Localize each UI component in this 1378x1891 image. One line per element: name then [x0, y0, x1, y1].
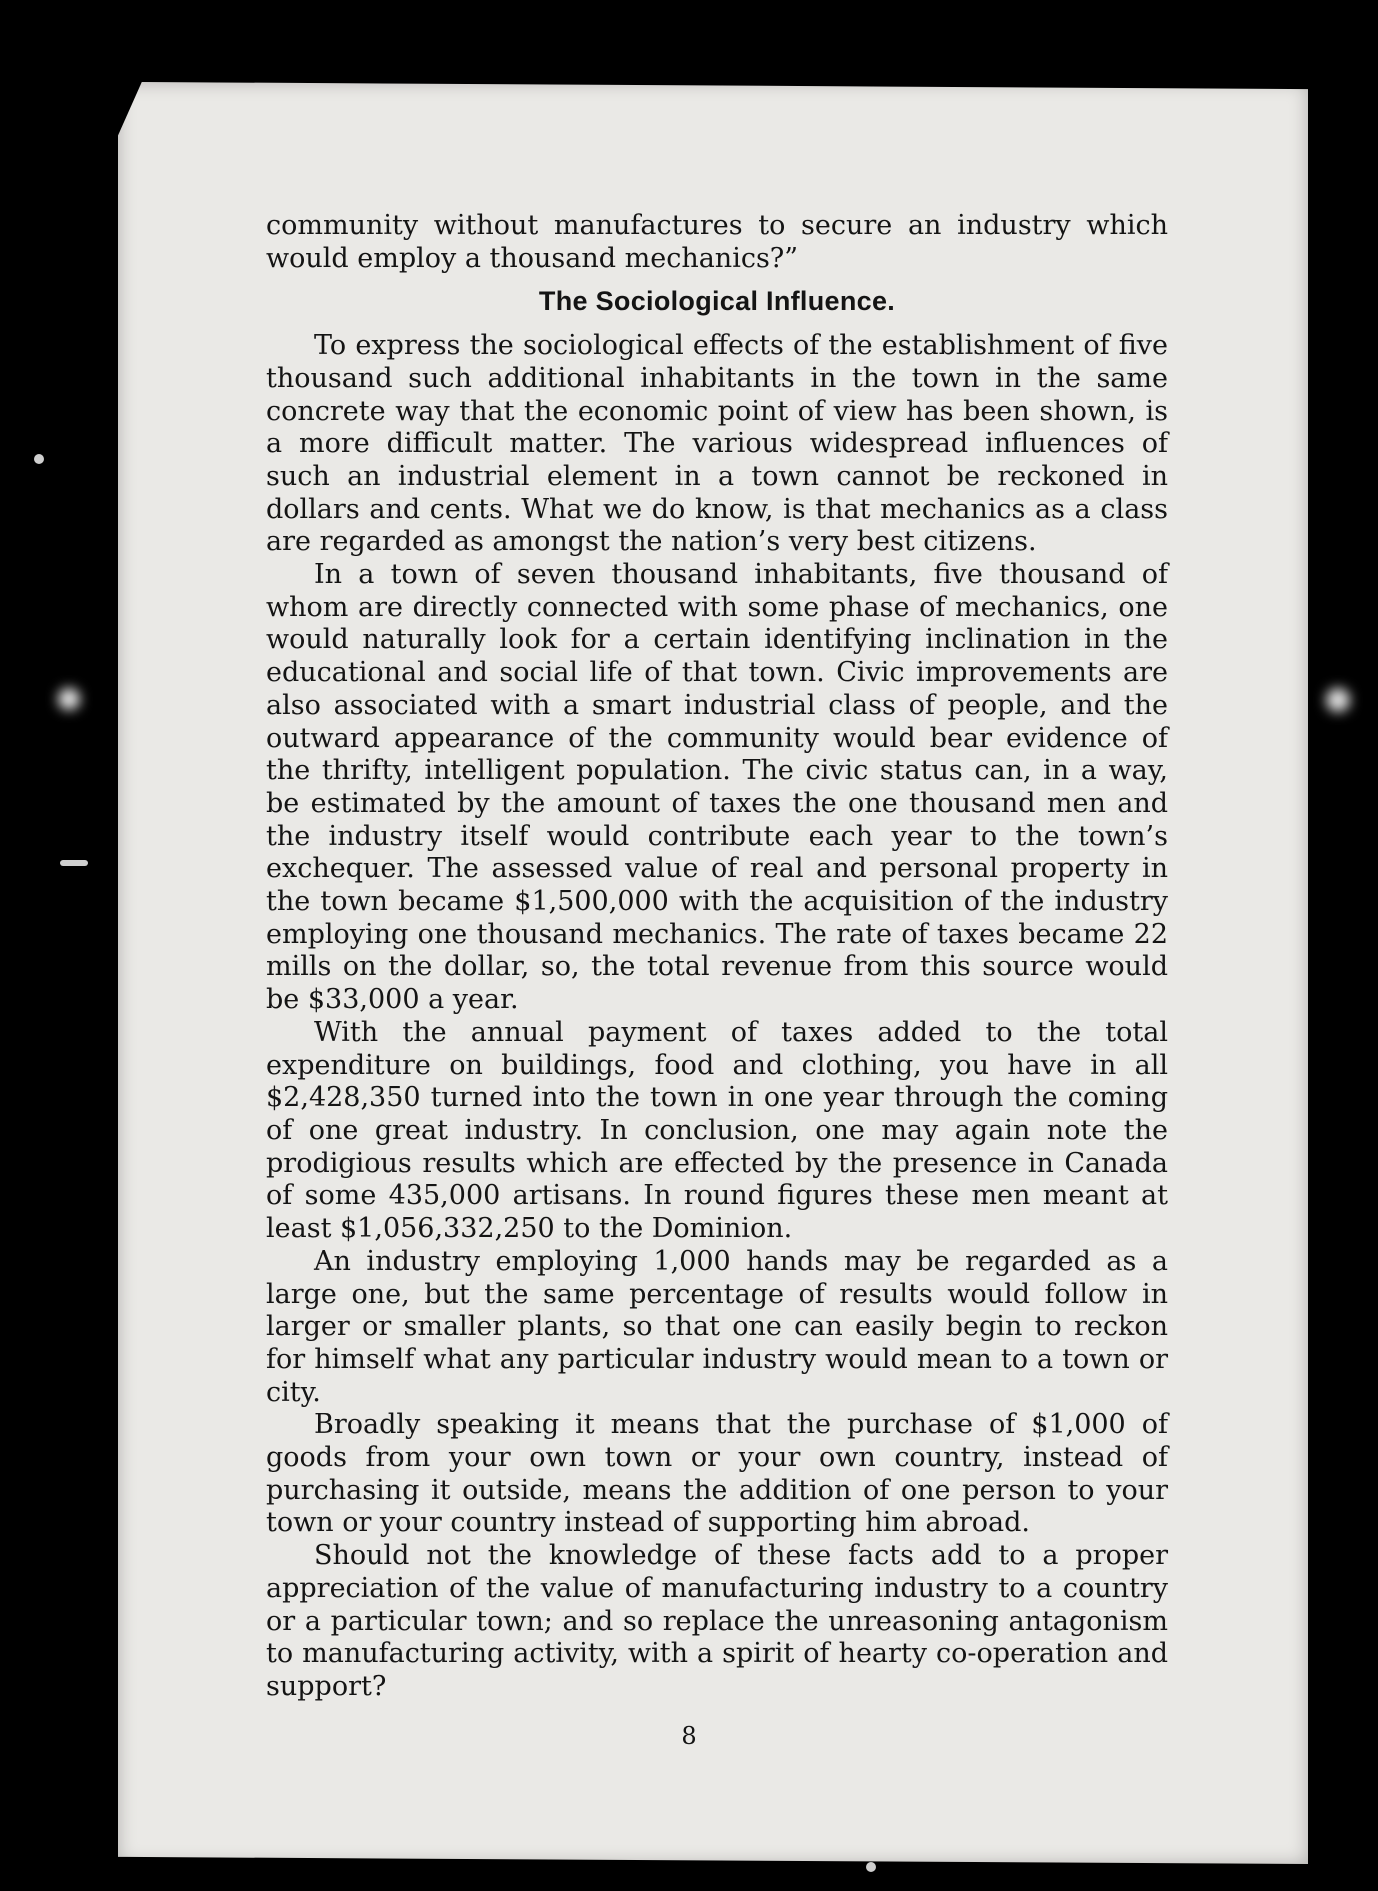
- scan-speck: [60, 860, 88, 866]
- paragraph: With the annual payment of taxes added to the total expenditure on buildings, food and clothing, you have in all $2,428,350 turned into the town in one year through the coming of one great industry. In conclusion, one may again note the prodigious results which are effected by the presence in Canada of some 435,000 artisans. In round figures these men meant at least $1,056,332,250 to the Dominion.: [266, 1016, 1168, 1245]
- paragraph: An industry employing 1,000 hands may be regarded as a large one, but the same percentage of results would follow in larger or smaller plants, so that one can easily begin to reckon for himself what any particular industry would mean to a town or city.: [266, 1245, 1168, 1408]
- paragraph: Broadly speaking it means that the purchase of $1,000 of goods from your own town or your own country, instead of purchasing it outside, means the addition of one person to your town or your country instead of supporting him abroad.: [266, 1409, 1168, 1539]
- paragraph-continuation: community without manufactures to secure an industry which would employ a thousand mechanics?”: [266, 210, 1168, 274]
- paragraph: In a town of seven thousand inhabitants, five thousand of whom are directly connected with some phase of mechanics, one would naturally look for a certain identifying inclination in the educational and social life of that town. Civic improvements are also associated with a smart industrial class of people, and the outward appearance of the community would bear evidence of the thrifty, intelligent population. The civic status can, in a way, be estimated by the amount of taxes the one thousand men and the industry itself would contribute each year to the town’s exchequer. The assessed value of real and personal property in the town became $1,500,000 with the acquisition of the industry employing one thousand mechanics. The rate of taxes became 22 mills on the dollar, so, the total revenue from this source would be $33,000 a year.: [266, 559, 1168, 1016]
- scan-speck: [866, 1862, 876, 1872]
- body-text: [266, 210, 1168, 1704]
- section-heading: The Sociological Influence.: [538, 286, 896, 317]
- scan-speck: [1326, 688, 1350, 712]
- page-number: 8: [681, 1722, 697, 1750]
- scan-speck: [34, 454, 44, 464]
- scan-speck: [58, 688, 80, 710]
- paragraph: To express the sociological effects of the establishment of five thousand such additional inhabitants in the town in the same concrete way that the economic point of view has been shown, is a more difficult matter. The various widespread influences of such an industrial element in a town cannot be reckoned in dollars and cents. What we do know, is that mechanics as a class are regarded as amongst the nation’s very best citizens.: [266, 330, 1168, 558]
- paragraph: Should not the knowledge of these facts add to a proper appreciation of the value of manufacturing industry to a country or a particular town; and so replace the unreasoning antagonism to manufacturing activity, with a spirit of hearty co-operation and support?: [266, 1540, 1168, 1702]
